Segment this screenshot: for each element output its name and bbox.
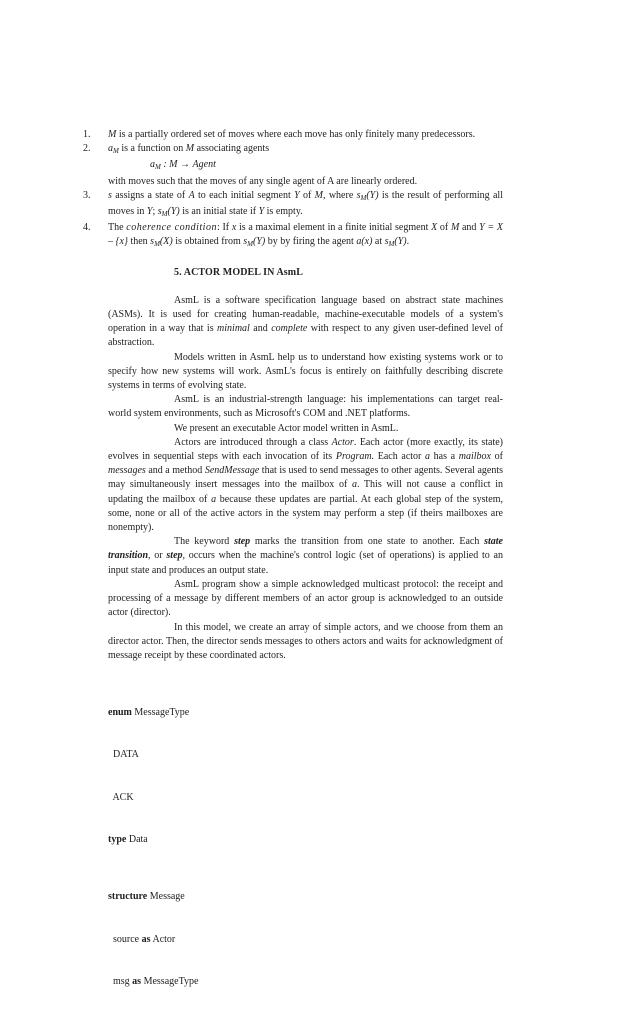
section-heading: 5. ACTOR MODEL IN AsmL <box>174 266 303 278</box>
list-item <box>42 189 503 221</box>
list-item-text: $a_M$ is a function on M associating agents <box>108 143 270 156</box>
list-item-text: s assigns a state of A to each initial segment Y of M, where $s_M(Y)$ is the result of performing all moves in Y; $s_M(Y)$ is an initial state if Y is empty. <box>108 189 503 219</box>
paragraph: AsmL is an industrial-strength language: his implementations can target real-world system environments, such as Microsoft's COM and .NET platforms. <box>108 394 503 420</box>
code-line: source as Actor <box>113 933 176 945</box>
list-item-text: M is a partially ordered set of moves where each move has only finitely many predecessors. <box>108 129 476 140</box>
list-number: 4. <box>83 222 91 234</box>
paragraph: AsmL is a software specification language based on abstract state machines (ASMs). It is used for creating human-readable, machine-executable models of a system's operation in a way that is minimal and complete with respect to any given user-defined level of abstraction. <box>108 294 503 349</box>
formula: $a_M$ : M → Agent <box>150 159 216 172</box>
list-number: 3. <box>83 189 91 201</box>
list-item <box>42 128 503 142</box>
code-line: msg as MessageType <box>113 976 199 988</box>
list-number: 2. <box>83 143 91 155</box>
code-line: structure Message <box>108 890 185 902</box>
code-line: ACK <box>112 791 134 803</box>
list-number: 1. <box>83 129 91 140</box>
list-item <box>42 142 503 189</box>
paragraph: The keyword step marks the transition from one state to another. Each state transition, or step, occurs when the machine's control logic (set of operations) is applied to an input state and produces an output state. <box>108 536 503 576</box>
paragraph: AsmL program show a simple acknowledged multicast protocol: the receipt and processing of a message by different members of an actor group is acknowledged to an outside actor (director). <box>108 578 503 619</box>
code-line: type Data <box>108 834 148 846</box>
list-item-text: The coherence condition: If x is a maximal element in a finite initial segment X of M and Y = X – {x} then $s_M(X)$ is obtained from $s_M(Y)$ by by firing the agent a(x) at $s_M(Y)$. <box>108 222 503 249</box>
page-content <box>83 128 504 1018</box>
paragraph: We present an executable Actor model written in AsmL. <box>174 422 399 434</box>
code-line: DATA <box>113 749 139 761</box>
list-item-continuation: with moves such that the moves of any single agent of A are linearly ordered. <box>108 175 418 187</box>
list-item <box>42 221 503 251</box>
code-block <box>108 677 503 1018</box>
paragraph: Models written in AsmL help us to understand how existing systems work or to specify how new systems will work. AsmL's focus is entirely on faithfully describing discrete systems in terms of evolving state. <box>108 351 503 392</box>
paragraph: In this model, we create an array of simple actors, and we choose from them an director actor. Then, the director sends messages to others actors and waits for acknowledgment of message receipt by these coordinated actors. <box>108 621 503 661</box>
code-line: enum MessageType <box>108 706 190 718</box>
paragraph: Actors are introduced through a class Actor. Each actor (more exactly, its state) evolves in sequential steps with each invocation of its Program. Each actor a has a mailbox of messages and a method SendMessage that is used to send messages to other agents. Several agents may simultaneously insert messages into the mailbox of a. This will not cause a conflict in updating the mailbox of a because these updates are partial. At each global step of the system, some, none or all of the active actors in the system may perform a step (if theirs mailboxes are nonempty). <box>108 436 504 534</box>
